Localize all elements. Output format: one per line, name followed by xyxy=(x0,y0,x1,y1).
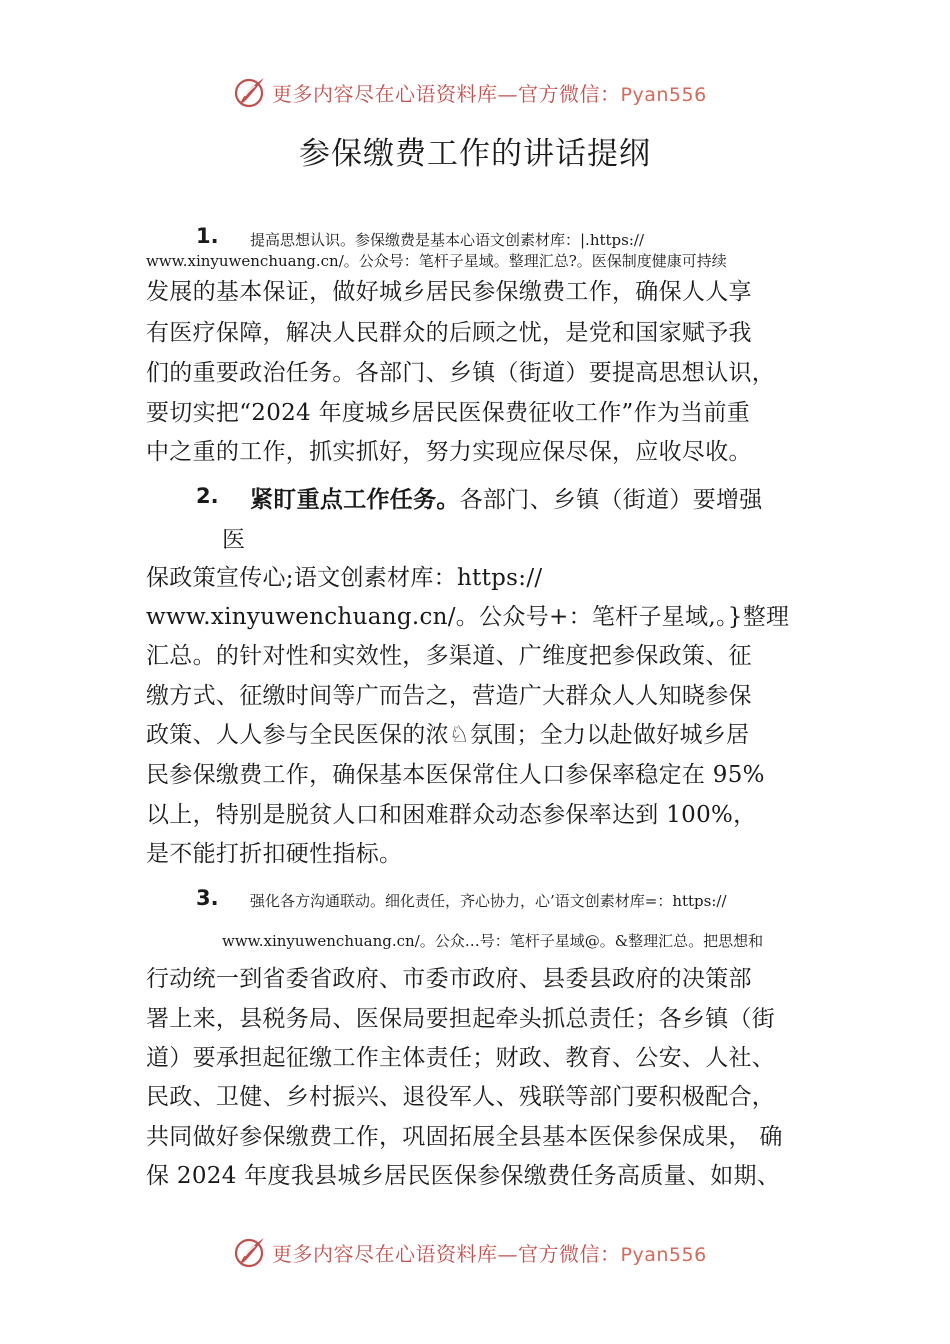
section-1-line: www.xinyuwenchuang.cn/。公众号：笔杆子星域。整理汇总?。医保制度健康可持续 xyxy=(146,252,727,270)
watermark-banner-bottom xyxy=(0,1230,950,1274)
quill-flame-logo-icon xyxy=(232,74,268,110)
section-3-line: 行动统一到省委省政府、市委市政府、县委县政府的决策部 xyxy=(146,966,752,992)
section-2-line: 保政策宣传心;语文创素材库：https:// xyxy=(146,565,543,591)
watermark-text: 更多内容尽在心语资料库—官方微信：Pyan556 xyxy=(272,82,707,106)
section-2-lead xyxy=(250,481,763,514)
watermark-banner-top xyxy=(0,70,950,114)
section-3-line: 共同做好参保缴费工作，巩固拓展全县基本医保参保成果， 确 xyxy=(146,1124,783,1150)
section-2-line: 以上，特别是脱贫人口和困难群众动态参保率达到 100%， xyxy=(146,802,757,828)
section-number: 1. xyxy=(196,224,219,248)
section-number: 2. xyxy=(196,484,219,508)
section-2-line: www.xinyuwenchuang.cn/。公众号+：笔杆子星域,。}整理 xyxy=(146,604,790,630)
page-title: 参保缴费工作的讲话提纲 xyxy=(299,136,651,172)
section-2-line: 各部门、乡镇（街道）要增强 xyxy=(459,487,763,513)
section-1-line: 有医疗保障，解决人民群众的后顾之忧，是党和国家赋予我 xyxy=(146,320,752,346)
section-1-line: 们的重要政治任务。各部门、乡镇（街道）要提高思想认识， xyxy=(146,360,776,386)
section-3-line: 道）要承担起征缴工作主体责任；财政、教育、公安、人社、 xyxy=(146,1045,776,1071)
section-2-line: 是不能打折扣硬性指标。 xyxy=(146,841,403,867)
section-3-line: 署上来，县税务局、医保局要担起牵头抓总责任；各乡镇（街 xyxy=(146,1006,776,1032)
section-3-line: 保 2024 年度我县城乡居民医保参保缴费任务高质量、如期、 xyxy=(146,1163,781,1189)
section-1-line: 要切实把“2024 年度城乡居民医保费征收工作”作为当前重 xyxy=(146,400,751,426)
quill-flame-logo-icon xyxy=(232,1234,268,1270)
section-2-line: 政策、人人参与全民医保的浓♘氛围；全力以赴做好城乡居 xyxy=(146,722,750,748)
watermark-text: 更多内容尽在心语资料库—官方微信：Pyan556 xyxy=(272,1242,707,1266)
wechat-id: Pyan556 xyxy=(620,1244,707,1266)
section-3-line: www.xinyuwenchuang.cn/。公众…号：笔杆子星域@。&整理汇总。把思想和 xyxy=(222,932,764,950)
section-3-line: 民政、卫健、乡村振兴、退役军人、残联等部门要积极配合， xyxy=(146,1084,776,1110)
section-2-line: 缴方式、征缴时间等广而告之，营造广大群众人人知晓参保 xyxy=(146,683,752,709)
section-2-line: 民参保缴费工作，确保基本医保常住人口参保率稳定在 95% xyxy=(146,762,765,788)
section-number: 3. xyxy=(196,886,219,910)
section-3-line: 强化各方沟通联动。细化责任，齐心协力，心’语文创素材库=：https:// xyxy=(250,892,727,910)
section-2-line: 汇总。的针对性和实效性，多渠道、广维度把参保政策、征 xyxy=(146,643,752,669)
section-1-line: 发展的基本保证，做好城乡居民参保缴费工作，确保人人享 xyxy=(146,279,752,305)
section-2-line: 医 xyxy=(222,527,246,553)
section-1-line: 提高思想认识。参保缴费是基本心语文创素材库：|.https:// xyxy=(250,231,645,249)
section-1-line: 中之重的工作，抓实抓好，努力实现应保尽保，应收尽收。 xyxy=(146,439,752,465)
section-heading: 紧盯重点工作任务。 xyxy=(250,487,460,513)
wechat-id: Pyan556 xyxy=(620,84,707,106)
